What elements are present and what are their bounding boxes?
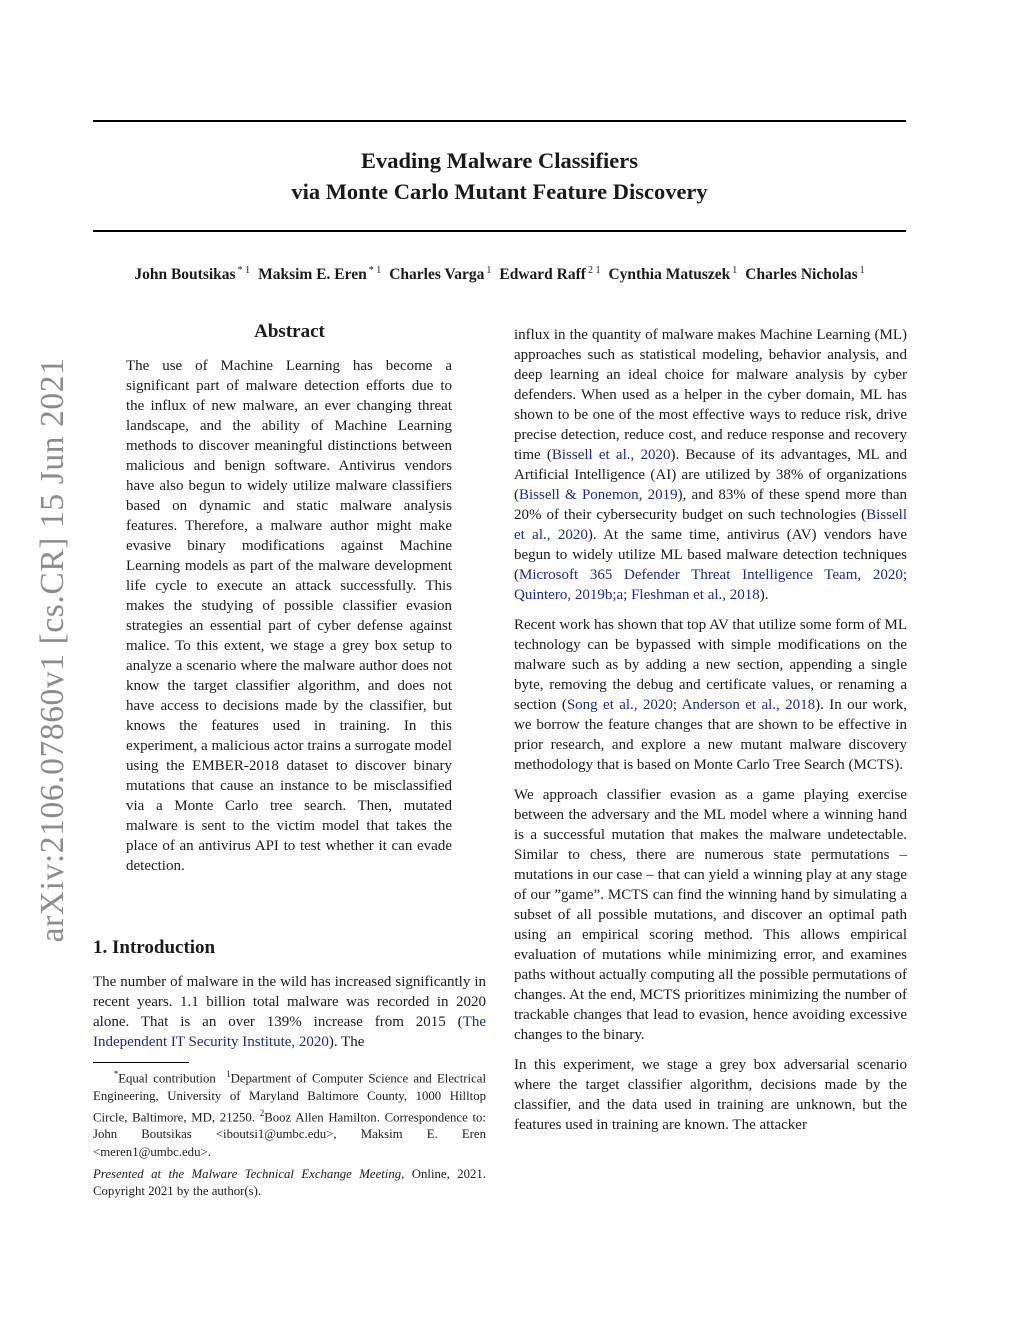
right-paragraph-2 (514, 615, 907, 775)
author-name (258, 266, 381, 283)
right-paragraph-1 (514, 325, 907, 605)
title-line-2: via Monte Carlo Mutant Feature Discovery (291, 179, 708, 204)
paper-title (93, 145, 906, 207)
author-name (745, 266, 864, 283)
footnote-equal: Equal contribution (118, 1071, 221, 1086)
top-rule (93, 120, 906, 122)
abstract-text: The use of Machine Learning has become a significant part of malware detection efforts due to the influx of new malware, an ever changing threat landscape, and the ability of Machine Learning methods to discover meaningful distinctions between malicious and benign software. Antivirus vendors have also begun to widely utilize malware classifiers based on dynamic and static malware analysis features. Therefore, a malware author might make evasive binary modifications against Machine Learning models as part of the malware development life cycle to execute an attack successfully. This makes the studying of possible classifier evasion strategies an essential part of cyber defense against malice. To this extent, we stage a grey box setup to analyze a scenario where the malware author does not know the target classifier algorithm, and does not have access to decisions made by the classifier, but knows the features used in training. In this experiment, a malicious actor trains a surrogate model using the EMBER-2018 dataset to discover binary mutations that cause an instance to be misclassified via a Monte Carlo tree search. Then, mutated malware is sent to the victim model that takes the place of an antivirus API to test whether it can evade detection. (126, 358, 452, 874)
bottom-title-rule (93, 230, 906, 232)
para-text: ). At the same time, antivirus (AV) vendors have begun to widely utilize ML based malware detection techniques ( (514, 527, 907, 583)
title-line-1: Evading Malware Classifiers (360, 148, 639, 173)
author-name (389, 266, 491, 283)
right-paragraph-3: We approach classifier evasion as a game playing exercise between the adversary and the ML model where a winning hand is a successful mutation that makes the malware undetectable. Similar to chess, there are numerous state permutations – mutations in our case – that can yield a winning play at any stage of our ”game”. MCTS can find the winning hand by simulating a subset of all possible mutations, and discover an optimal path using an empirical scoring method. This allows empirical evaluation of mutations while minimizing error, and examines paths without actually computing all the possible permutations of changes. At the end, MCTS prioritizes minimizing the number of trackable changes that lead to evasion, hence avoiding excessive changes to the binary. (514, 787, 907, 1043)
author-name-text: Charles Varga (389, 266, 485, 284)
arxiv-stamp: arXiv:2106.07860v1 [cs.CR] 15 Jun 2021 (34, 357, 71, 943)
citation-link[interactable]: Microsoft 365 Defender Threat Intelligence Team, 2020; Quintero, 2019b;a; Fleshman et al., 2018 (514, 567, 907, 603)
citation-link[interactable]: Bissell et al., 2020 (514, 507, 907, 543)
author-list (93, 265, 906, 284)
citation-link[interactable]: Bissell & Ponemon, 2019 (519, 487, 678, 503)
author-affiliation-mark: 1 (732, 265, 738, 276)
introduction-paragraph (93, 972, 486, 1052)
para-text: ). Because of its advantages, ML and Artificial Intelligence (AI) are utilized by 38% of organizations ( (514, 447, 908, 503)
footnote-affiliation-2: Booz Allen Hamilton. Correspondence to: John Boutsikas <iboutsi1@umbc.edu>, Maksim E. Eren <meren1@umbc.edu>. (93, 1110, 486, 1159)
citation-link[interactable]: Bissell et al., 2020 (551, 447, 671, 463)
author-affiliation-mark: 2 1 (587, 265, 601, 276)
abstract-heading: Abstract (254, 321, 325, 342)
author-affiliation-mark: 1 (859, 265, 865, 276)
author-name (134, 266, 250, 283)
footnote: *Equal contribution $^1$Department of Computer Science and Electrical Engineering, University of Maryland Baltimore County, 1000 Hilltop Circle, Baltimore, MD, 21250. $^2$Booz Allen Hamilton. Correspondence to: John Boutsikas <iboutsi1@umbc.edu>, Maksim E. Eren <meren1@umbc.edu>. (93, 1069, 486, 1159)
author-name-text: John Boutsikas (134, 266, 236, 284)
author-name (608, 266, 737, 283)
author-name-text: Cynthia Matuszek (608, 266, 731, 284)
para-text: ). (759, 587, 769, 603)
presented-rest: , Online, 2021. Copyright 2021 by the author(s). (93, 1167, 487, 1198)
intro-text-a: The number of malware in the wild has increased significantly in recent years. 1.1 billion total malware was recorded in 2020 alone. That is an over 139% increase from 2015 ( (93, 974, 486, 1030)
right-column (514, 325, 907, 1145)
para-text: Recent work has shown that top AV that utilize some form of ML technology can be bypassed with simple modifications on the malware such as by adding a new section, appending a single byte, removing the debug and certificate values, or renaming a section ( (514, 617, 907, 713)
author-affiliation-mark: * 1 (237, 265, 251, 276)
author-name-text: Maksim E. Eren (258, 266, 367, 284)
intro-text-b: ). The (328, 1034, 365, 1050)
presented-venue: Presented at the Malware Technical Exchange Meeting (93, 1167, 402, 1181)
para-text: ). In our work, we borrow the feature changes that are shown to be effective in prior research, and explore a new mutant malware discovery methodology that is based on Monte Carlo Tree Search (MCTS). (514, 697, 907, 773)
para-text: influx in the quantity of malware makes Machine Learning (ML) approaches such as statistical modeling, behavior analysis, and deep learning an ideal choice for malware analysis by cyber defenders. When used as a helper in the cyber domain, ML has shown to be one of the most effective ways to reduce risk, drive precise detection, reduce cost, and reduce response and recovery time ( (514, 327, 907, 463)
citation-link[interactable]: Song et al., 2020; Anderson et al., 2018 (566, 697, 816, 713)
author-name-text: Edward Raff (499, 266, 586, 284)
author-name-text: Charles Nicholas (745, 266, 858, 284)
footnote-rule (93, 1062, 189, 1063)
right-paragraph-4: In this experiment, we stage a grey box adversarial scenario where the target classifier algorithm, decisions made by the classifier, and the data used in training are unknown, but the features used in training are known. The attacker (514, 1057, 907, 1133)
para-text: ), and 83% of these spend more than 20% of their cybersecurity budget on such technologies ( (514, 487, 907, 523)
author-affiliation-mark: * 1 (368, 265, 382, 276)
introduction-heading: 1. Introduction (93, 937, 216, 958)
citation-link[interactable]: The Independent IT Security Institute, 2020 (93, 1014, 486, 1050)
presented-note (93, 1166, 486, 1200)
author-affiliation-mark: 1 (486, 265, 492, 276)
author-name (499, 266, 600, 283)
footnote-affiliation-1: Department of Computer Science and Electrical Engineering, University of Maryland Baltimore County, 1000 Hilltop Circle, Baltimore, MD, 21250. (93, 1071, 486, 1125)
